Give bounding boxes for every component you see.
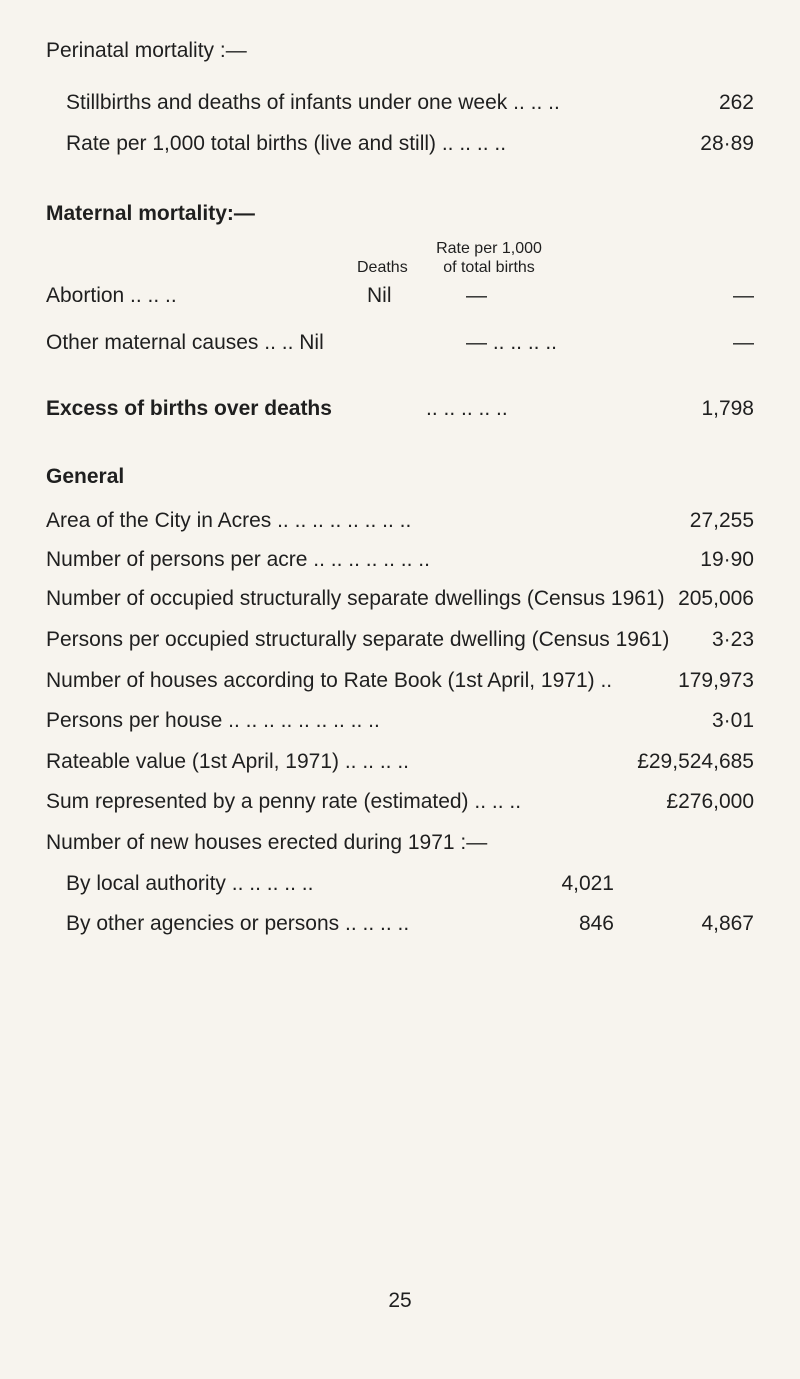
- maternal-heading: Maternal mortality:—: [46, 202, 255, 225]
- general-row-label: Area of the City in Acres .. .. .. .. .. .. .. ..: [46, 509, 412, 532]
- general-row-value: 27,255: [689, 509, 754, 532]
- general-row-label: Number of houses according to Rate Book (1st April, 1971) ..: [46, 669, 613, 692]
- maternal-col-rate-line1: Rate per 1,000: [436, 240, 542, 257]
- general-row-value: 3·01: [711, 709, 754, 732]
- general-row-value: 205,006: [678, 587, 754, 610]
- perinatal-row-value: 262: [718, 91, 754, 114]
- general-row-value: £29,524,685: [637, 750, 754, 773]
- general-row-label: Persons per house .. .. .. .. .. .. .. .. ..: [46, 709, 380, 732]
- general-row-label: Number of occupied structurally separate dwellings (Census 1961): [46, 587, 665, 610]
- new-houses-row-value: 846: [578, 912, 614, 935]
- new-houses-row-label: By other agencies or persons .. .. .. ..: [66, 912, 410, 935]
- new-houses-row-value: 4,021: [561, 872, 614, 895]
- perinatal-heading: Perinatal mortality :—: [46, 39, 247, 62]
- maternal-row-label: Other maternal causes .. .. Nil: [46, 331, 324, 354]
- maternal-col-rate-line2: of total births: [443, 259, 535, 276]
- new-houses-total: 4,867: [701, 912, 754, 935]
- general-row-label: Sum represented by a penny rate (estimated) .. .. ..: [46, 790, 522, 813]
- general-row-value: 179,973: [678, 669, 754, 692]
- general-row-label: Number of persons per acre .. .. .. .. .. .. ..: [46, 548, 430, 571]
- maternal-col-deaths: Deaths: [357, 259, 408, 276]
- general-heading: General: [46, 465, 125, 488]
- page-number: 25: [388, 1289, 412, 1312]
- general-row-value: 3·23: [711, 628, 754, 651]
- maternal-row-total: —: [733, 331, 754, 354]
- general-row-label: Rateable value (1st April, 1971) .. .. .. ..: [46, 750, 410, 773]
- general-row-label: Persons per occupied structurally separate dwelling (Census 1961): [46, 628, 670, 651]
- new-houses-row-label: By local authority .. .. .. .. ..: [66, 872, 314, 895]
- maternal-row-total: —: [733, 284, 754, 307]
- perinatal-row-value: 28·89: [700, 132, 754, 155]
- maternal-row-label: Abortion .. .. ..: [46, 284, 177, 307]
- maternal-row-deaths: Nil: [367, 284, 392, 307]
- excess-value: 1,798: [701, 397, 754, 420]
- general-row-value: £276,000: [666, 790, 754, 813]
- excess-leader-dots: .. .. .. .. ..: [426, 397, 508, 420]
- maternal-row-rate: —: [466, 284, 487, 307]
- perinatal-row-label: Rate per 1,000 total births (live and still) .. .. .. ..: [66, 132, 507, 155]
- general-row-label: Number of new houses erected during 1971 :—: [46, 831, 488, 854]
- general-row-value: 19·90: [700, 548, 754, 571]
- excess-label: Excess of births over deaths: [46, 397, 332, 420]
- perinatal-row-label: Stillbirths and deaths of infants under one week .. .. ..: [66, 91, 560, 114]
- maternal-row-rate: — .. .. .. ..: [466, 331, 558, 354]
